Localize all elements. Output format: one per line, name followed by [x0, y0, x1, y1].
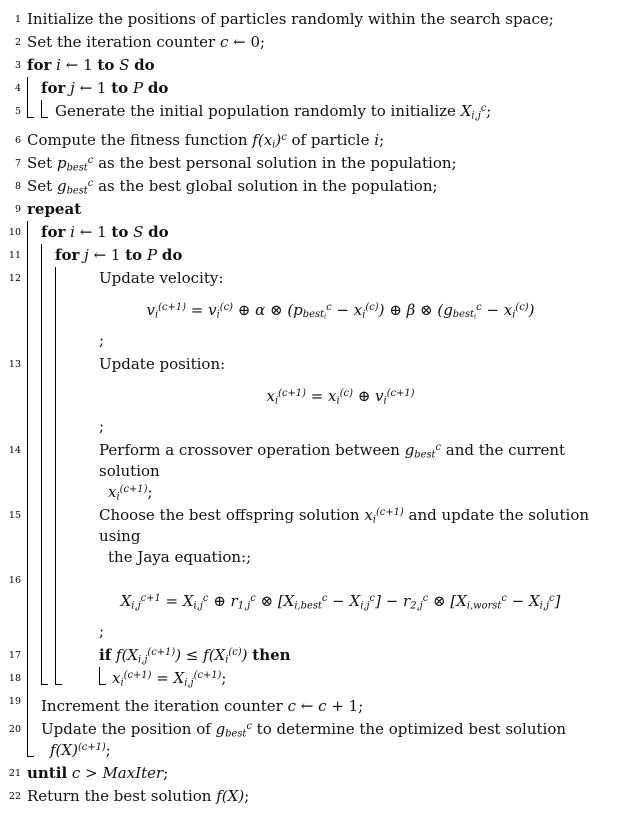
- indent-spacer: [69, 439, 99, 504]
- block-guide: [27, 667, 41, 690]
- algo-line-2: [4, 31, 616, 54]
- semicolon: ;: [99, 622, 105, 640]
- algo-line-12: [4, 267, 616, 353]
- if-statement: if $f(X_{i,j}^{(c+1)}) \le f(X_i^{(c)})$ then: [99, 646, 291, 666]
- line-number: 14: [8, 445, 21, 456]
- block-guide: [41, 267, 55, 353]
- line-content: [27, 8, 616, 31]
- statement-text: Set $g_{best}^c$ as the best global solution in the population;: [27, 177, 438, 197]
- block-guide: [27, 77, 41, 100]
- line-number: 10: [8, 227, 21, 238]
- statement-continuation: the Jaya equation:;: [108, 548, 252, 566]
- block-guide: [27, 439, 41, 504]
- indent-spacer: [69, 644, 99, 667]
- statement-text: Compute the fitness function $f(x_i)^c$ of particle i;: [27, 131, 385, 151]
- line-content: [41, 690, 616, 718]
- statement-text: Update position:: [99, 355, 226, 373]
- for-statement: for j ← 1 to P do: [41, 79, 169, 97]
- algo-line-18: [4, 667, 616, 690]
- line-content: [41, 718, 616, 762]
- for-statement: for i ← 1 to S do: [27, 56, 155, 74]
- line-content: [41, 77, 616, 100]
- line-content: [55, 244, 616, 267]
- jaya-equation: $X_{i,j}^{c+1} = X_{i,j}^c$ ⊕ $r_{1,j}^c$ ⊗ $[X_{i,best}^c - X_{i,j}^c] - r_{2,j}^c$ ⊗ $[X_{i,worst}^c - X_{i,j}^c]$: [120, 592, 561, 612]
- algo-line-5: [4, 100, 616, 123]
- statement-text: Update velocity:: [99, 269, 224, 287]
- line-content: [99, 439, 616, 504]
- semicolon: ;: [99, 417, 105, 435]
- algo-line-21: [4, 762, 616, 785]
- until-statement: until c > MaxIter;: [27, 764, 169, 782]
- block-guide: [27, 690, 41, 718]
- statement-text: Initialize the positions of particles randomly within the search space;: [27, 10, 554, 28]
- algo-line-9: [4, 198, 616, 221]
- line-content: [27, 31, 616, 54]
- block-guide: [27, 353, 41, 439]
- block-guide: [55, 569, 69, 644]
- line-content: [27, 175, 616, 198]
- block-guide: [55, 267, 69, 353]
- line-number: 11: [8, 250, 21, 261]
- indent-spacer: [69, 667, 99, 690]
- block-guide: [55, 644, 69, 667]
- line-number: 7: [14, 158, 21, 169]
- line-number: 5: [14, 106, 21, 117]
- line-number: 13: [8, 359, 21, 370]
- line-content: [99, 569, 616, 644]
- block-guide-end: [27, 100, 41, 123]
- block-guide-end: [55, 667, 69, 690]
- line-number: 15: [8, 510, 21, 521]
- algo-line-11: [4, 244, 616, 267]
- algo-line-20: [4, 718, 616, 762]
- algo-line-14: [4, 439, 616, 504]
- line-number: 8: [14, 181, 21, 192]
- block-guide: [27, 569, 41, 644]
- statement-continuation: $f(X)^{(c+1)}$;: [50, 741, 111, 759]
- line-number: 4: [14, 83, 21, 94]
- return-statement: Return the best solution f(X);: [27, 787, 250, 805]
- indent-spacer: [69, 267, 99, 353]
- line-content: [27, 129, 616, 152]
- line-number: 1: [14, 14, 21, 25]
- block-guide: [55, 504, 69, 569]
- algo-line-3: [4, 54, 616, 77]
- statement-text: Set $p_{best}^c$ as the best personal solution in the population;: [27, 154, 457, 174]
- line-content: [27, 762, 616, 785]
- line-content: [112, 667, 616, 690]
- algo-line-17: [4, 644, 616, 667]
- block-guide: [27, 504, 41, 569]
- statement-continuation: $x_i^{(c+1)}$;: [108, 483, 153, 503]
- line-number: 18: [8, 673, 21, 684]
- algo-line-19: [4, 690, 616, 718]
- semicolon: ;: [99, 331, 105, 349]
- block-guide: [41, 504, 55, 569]
- line-number: 9: [14, 204, 21, 215]
- statement-text: Increment the iteration counter c ← c + 1;: [41, 697, 364, 715]
- block-guide: [55, 353, 69, 439]
- line-content: [27, 198, 616, 221]
- position-equation: $x_i^{(c+1)} = x_i^{(c)}$ ⊕ $v_i^{(c+1)}$: [266, 387, 415, 407]
- block-guide-end: [41, 667, 55, 690]
- block-guide: [41, 439, 55, 504]
- block-guide-end: [41, 100, 55, 123]
- block-guide: [55, 439, 69, 504]
- line-number: 19: [8, 696, 21, 707]
- statement-text: Perform a crossover operation between $g_{best}^c$ and the current solution: [99, 441, 566, 480]
- line-content: [55, 100, 616, 123]
- block-guide: [27, 267, 41, 353]
- if-block-guide-end: [99, 667, 112, 690]
- algo-line-22: [4, 785, 616, 808]
- block-guide: [41, 644, 55, 667]
- line-number: 3: [14, 60, 21, 71]
- algo-line-7: [4, 152, 616, 175]
- line-content: [99, 353, 616, 439]
- algo-line-13: [4, 353, 616, 439]
- algo-line-6: [4, 129, 616, 152]
- statement-text: Generate the initial population randomly to initialize $X_{i,j}^c$;: [55, 102, 492, 122]
- block-guide-end: [27, 718, 41, 762]
- line-number: 17: [8, 650, 21, 661]
- line-number: 16: [8, 575, 21, 586]
- assignment-statement: $x_i^{(c+1)} = X_{i,j}^{(c+1)}$;: [112, 669, 227, 689]
- line-content: [27, 785, 616, 808]
- repeat-keyword: repeat: [27, 200, 82, 218]
- line-content: [41, 221, 616, 244]
- algo-line-4: [4, 77, 616, 100]
- algo-line-15: [4, 504, 616, 569]
- algo-line-16: [4, 569, 616, 644]
- block-guide: [41, 353, 55, 439]
- line-number: 21: [8, 768, 21, 779]
- line-content: [27, 54, 616, 77]
- velocity-equation: $v_i^{(c+1)} = v_i^{(c)}$ ⊕ α ⊗ $(p_{best_i}^c - x_i^{(c)})$ ⊕ β ⊗ $(g_{best_i}^c - x_i^{(c)})$: [146, 301, 535, 322]
- line-number: 12: [8, 273, 21, 284]
- indent-spacer: [69, 569, 99, 644]
- algo-line-1: [4, 8, 616, 31]
- line-content: [99, 267, 616, 353]
- line-content: [27, 152, 616, 175]
- statement-text: Update the position of $g_{best}^c$ to determine the optimized best solution: [41, 720, 567, 740]
- block-guide: [41, 569, 55, 644]
- line-number: 2: [14, 37, 21, 48]
- block-guide: [41, 244, 55, 267]
- line-number: 22: [8, 791, 21, 802]
- block-guide: [27, 244, 41, 267]
- line-content: [99, 644, 616, 667]
- statement-text: Set the iteration counter c ← 0;: [27, 33, 266, 51]
- indent-spacer: [69, 353, 99, 439]
- block-guide: [27, 221, 41, 244]
- indent-spacer: [69, 504, 99, 569]
- block-guide: [27, 644, 41, 667]
- algo-line-10: [4, 221, 616, 244]
- line-number: 20: [8, 724, 21, 735]
- statement-text: Choose the best offspring solution $x_i^{(c+1)}$ and update the solution using: [99, 506, 590, 545]
- for-statement: for j ← 1 to P do: [55, 246, 183, 264]
- algo-line-8: [4, 175, 616, 198]
- line-content: [99, 504, 616, 569]
- line-number: 6: [14, 135, 21, 146]
- for-statement: for i ← 1 to S do: [41, 223, 169, 241]
